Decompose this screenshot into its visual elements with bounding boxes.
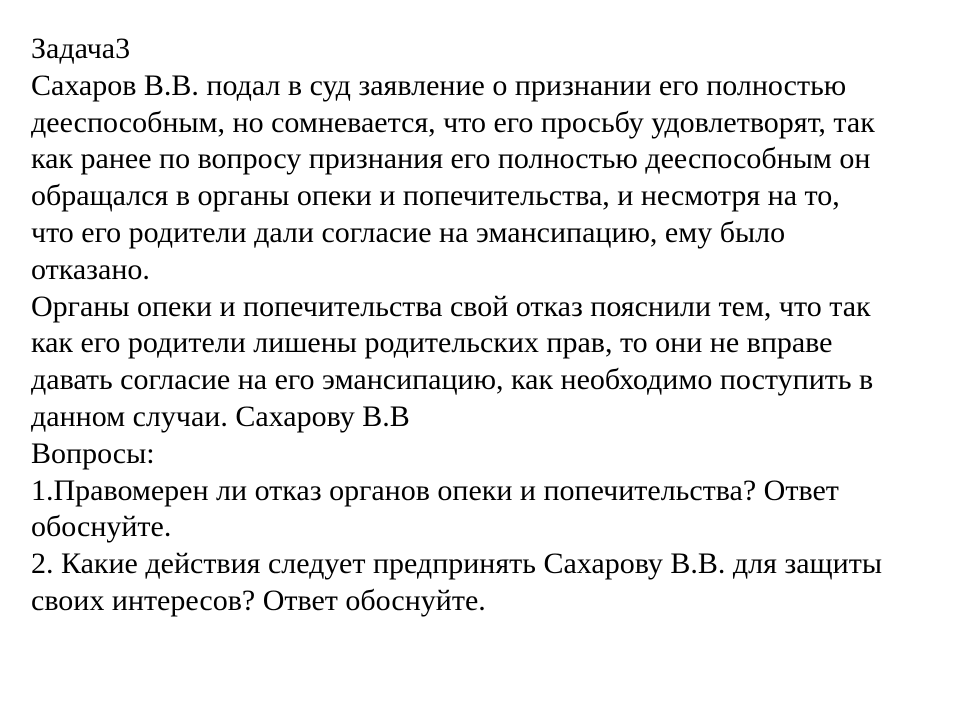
paragraph-2-line: давать согласие на его эмансипацию, как необходимо поступить в bbox=[31, 363, 874, 397]
paragraph-1-line: Сахаров В.В. подал в суд заявление о признании его полностью bbox=[31, 68, 847, 102]
paragraph-1-line: как ранее по вопросу признания его полностью дееспособным он bbox=[31, 142, 871, 176]
paragraph-1-line: дееспособным, но сомневается, что его просьбу удовлетворят, так bbox=[31, 105, 875, 139]
question-2-line: 2. Какие действия следует предпринять Сахарову В.В. для защиты bbox=[31, 547, 882, 581]
paragraph-1-line: отказано. bbox=[31, 252, 150, 286]
task-title: Задача3 bbox=[31, 32, 131, 65]
question-1-line: обоснуйте. bbox=[31, 510, 172, 544]
paragraph-2-line: данном случаи. Сахарову В.В bbox=[31, 399, 410, 433]
paragraph-2-line: Органы опеки и попечительства свой отказ пояснили тем, что так bbox=[31, 289, 871, 323]
question-1-line: 1.Правомерен ли отказ органов опеки и попечительства? Ответ bbox=[31, 473, 839, 507]
paragraph-1-line: что его родители дали согласие на эмансипацию, ему было bbox=[31, 215, 786, 249]
questions-heading: Вопросы: bbox=[31, 436, 155, 470]
paragraph-1-line: обращался в органы опеки и попечительства, и несмотря на то, bbox=[31, 179, 840, 213]
task-text-block bbox=[31, 31, 951, 620]
paragraph-2-line: как его родители лишены родительских прав, то они не вправе bbox=[31, 326, 833, 360]
question-2-line: своих интересов? Ответ обоснуйте. bbox=[31, 583, 486, 617]
